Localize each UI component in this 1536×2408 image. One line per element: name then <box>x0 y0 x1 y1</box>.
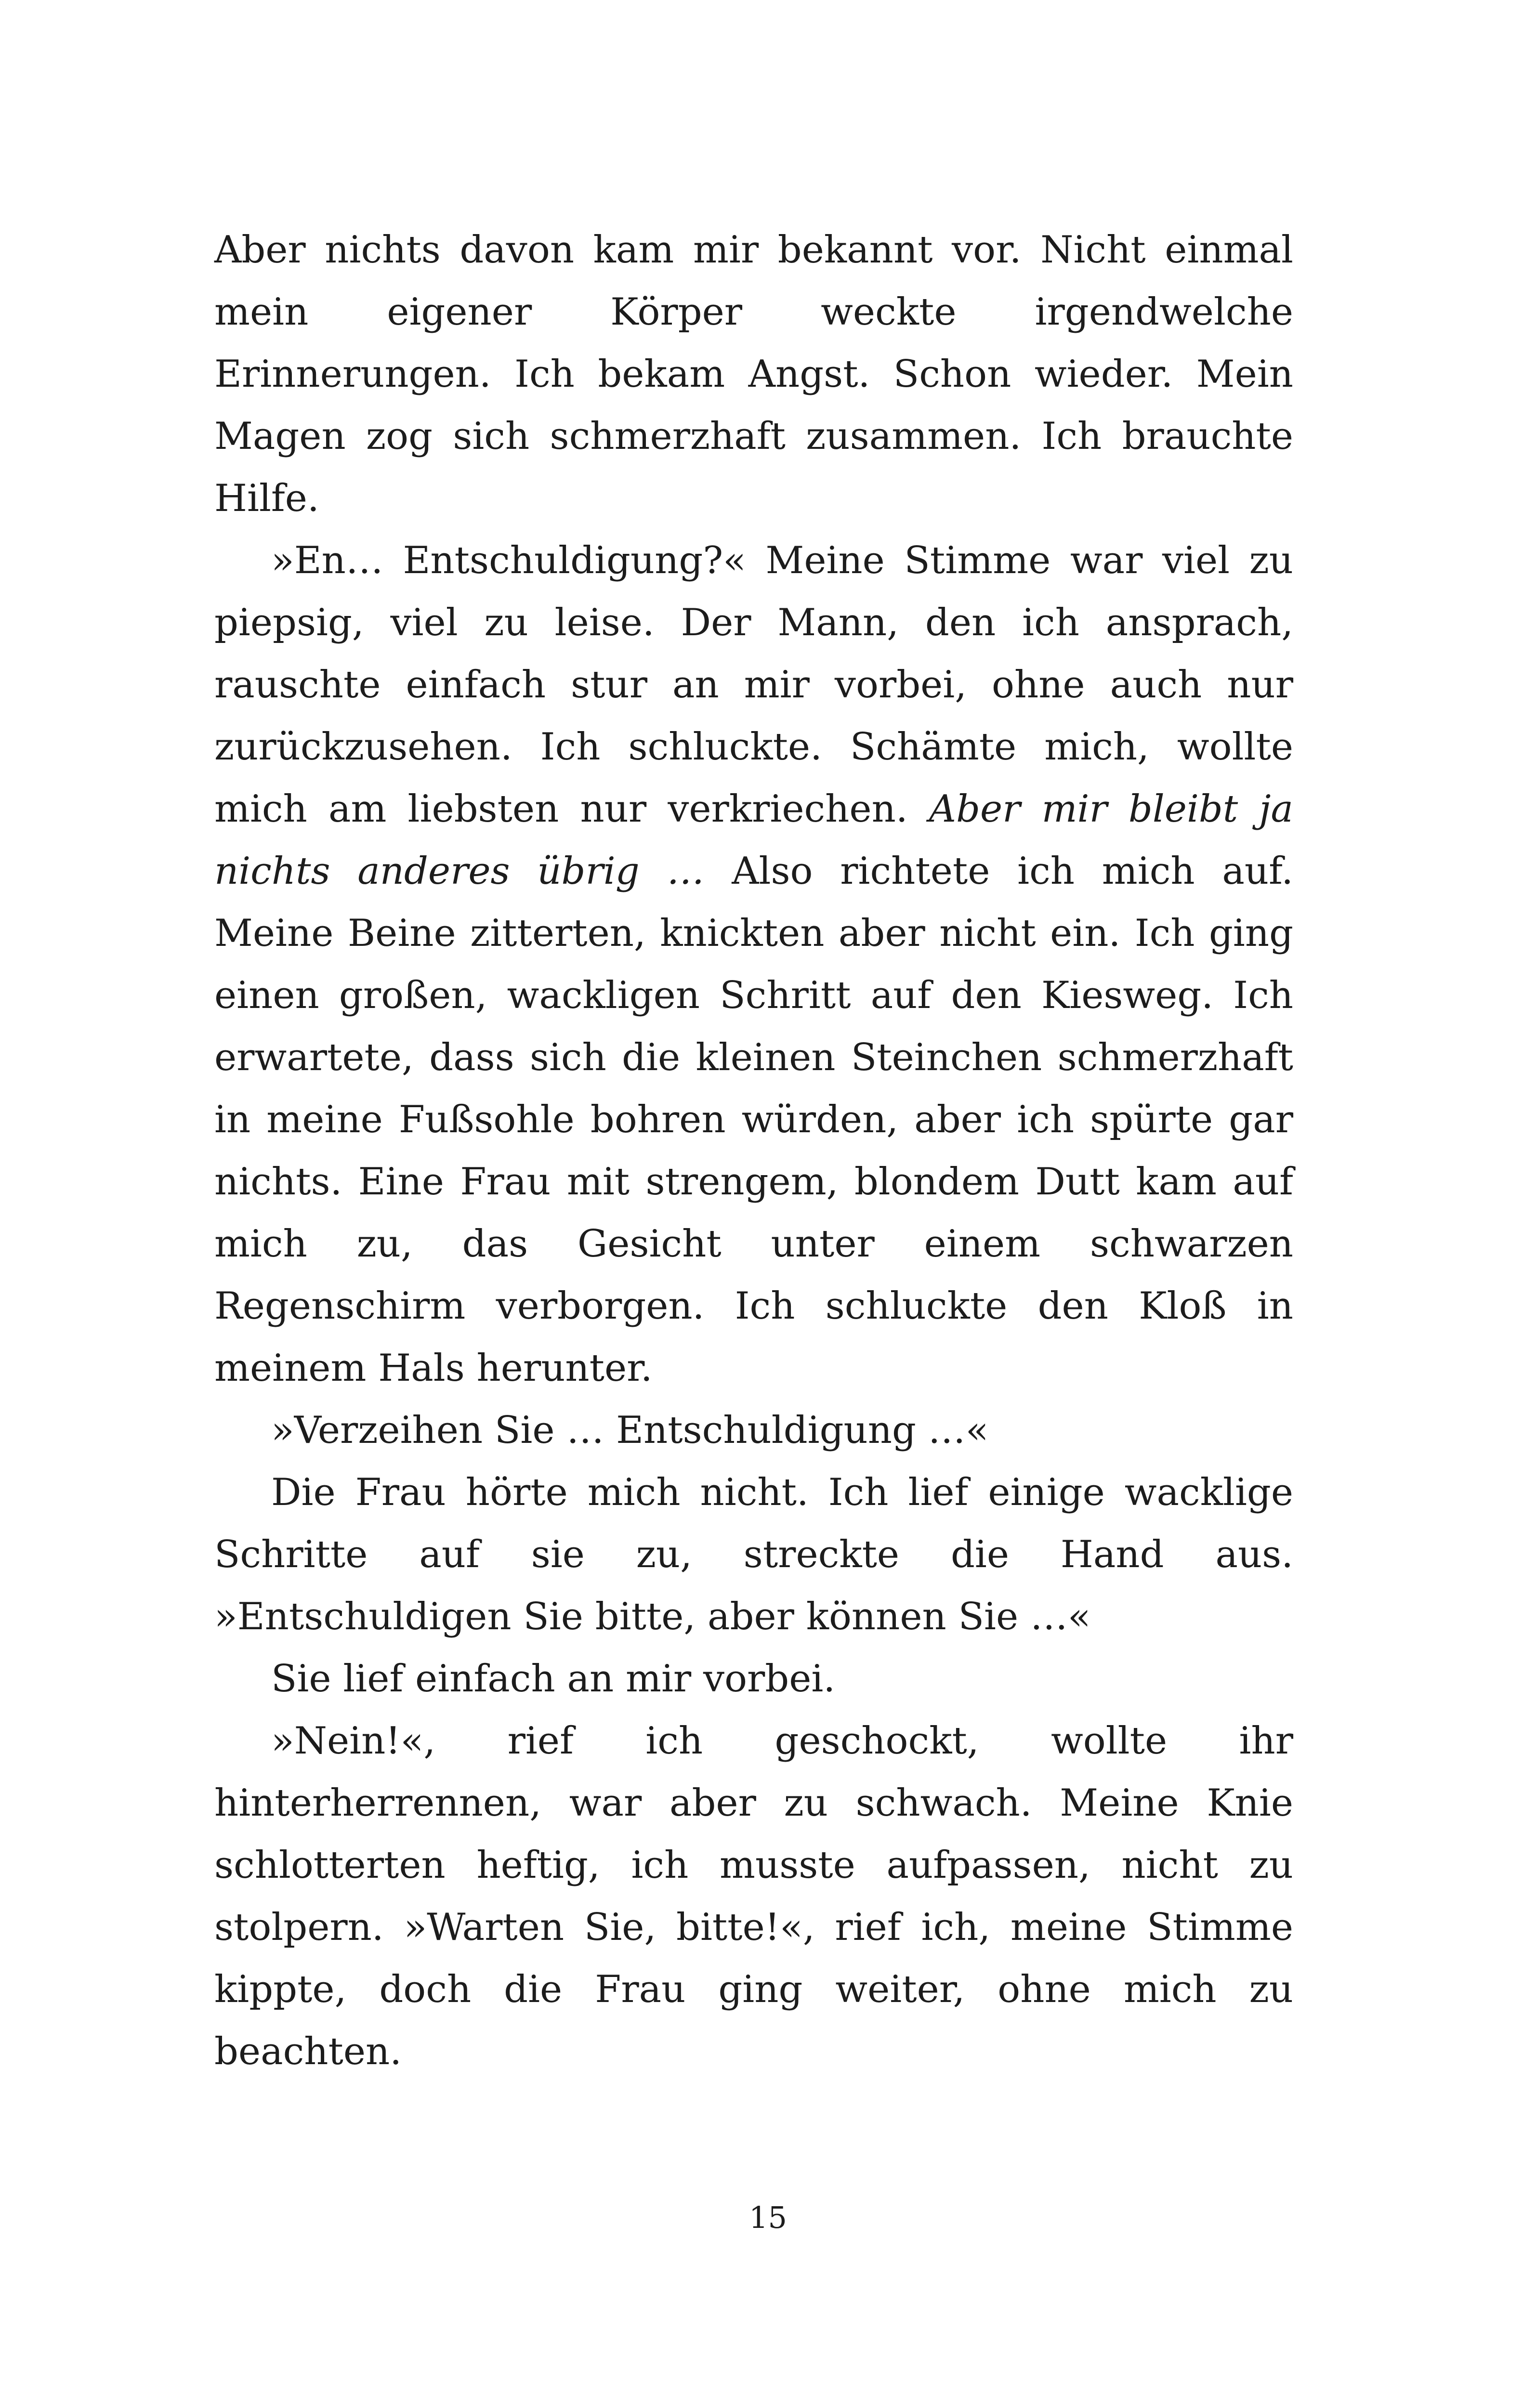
paragraph-1-text: Aber nichts davon kam mir bekannt vor. Nicht einmal mein eigener Körper weckte irgendwelche Erinnerungen. Ich bekam Angst. Schon wieder. Mein Magen zog sich schmerzhaft zusammen. Ich brauchte Hilfe. <box>214 228 1293 520</box>
paragraph-4-text: Die Frau hörte mich nicht. Ich lief einige wacklige Schritte auf sie zu, streckte die Hand aus. »Entschuldigen Sie bitte, aber können Sie …« <box>214 1471 1293 1638</box>
body-text <box>214 219 1293 2083</box>
paragraph-6 <box>214 1710 1293 2083</box>
paragraph-1 <box>214 219 1293 530</box>
paragraph-6-text: »Nein!«, rief ich geschockt, wollte ihr hinterherrennen, war aber zu schwach. Meine Knie schlotterten heftig, ich musste aufpassen, nicht zu stolpern. »Warten Sie, bitte!«, rief ich, meine Stimme kippte, doch die Frau ging weiter, ohne mich zu beachten. <box>214 1719 1293 2073</box>
page-number: 15 <box>749 2200 787 2235</box>
paragraph-2 <box>214 530 1293 1400</box>
paragraph-3-text: »Verzeihen Sie … Entschuldigung …« <box>271 1409 989 1452</box>
paragraph-4 <box>214 1462 1293 1648</box>
paragraph-2-italic-thought: Aber mir bleibt ja nichts anderes übrig … <box>214 787 1293 893</box>
paragraph-5-text: Sie lief einfach an mir vorbei. <box>271 1657 836 1701</box>
paragraph-2-text-after: Also richtete ich mich auf. Meine Beine zitterten, knickten aber nicht ein. Ich ging einen großen, wackligen Schritt auf den Kiesweg. Ich erwartete, dass sich die kleinen Steinchen schmerzhaft in meine Fußsohle bohren würden, aber ich spürte gar nichts. Eine Frau mit strengem, blondem Dutt kam auf mich zu, das Gesicht unter einem schwarzen Regenschirm verborgen. Ich schluckte den Kloß in meinem Hals herunter. <box>214 850 1293 1390</box>
paragraph-5 <box>214 1648 1293 1710</box>
paragraph-2-text-before: »En… Entschuldigung?« Meine Stimme war viel zu piepsig, viel zu leise. Der Mann, den ich ansprach, rauschte einfach stur an mir vorbei, ohne auch nur zurückzusehen. Ich schluckte. Schämte mich, wollte mich am liebsten nur verkriechen. <box>214 539 1293 831</box>
paragraph-3 <box>214 1400 1293 1462</box>
